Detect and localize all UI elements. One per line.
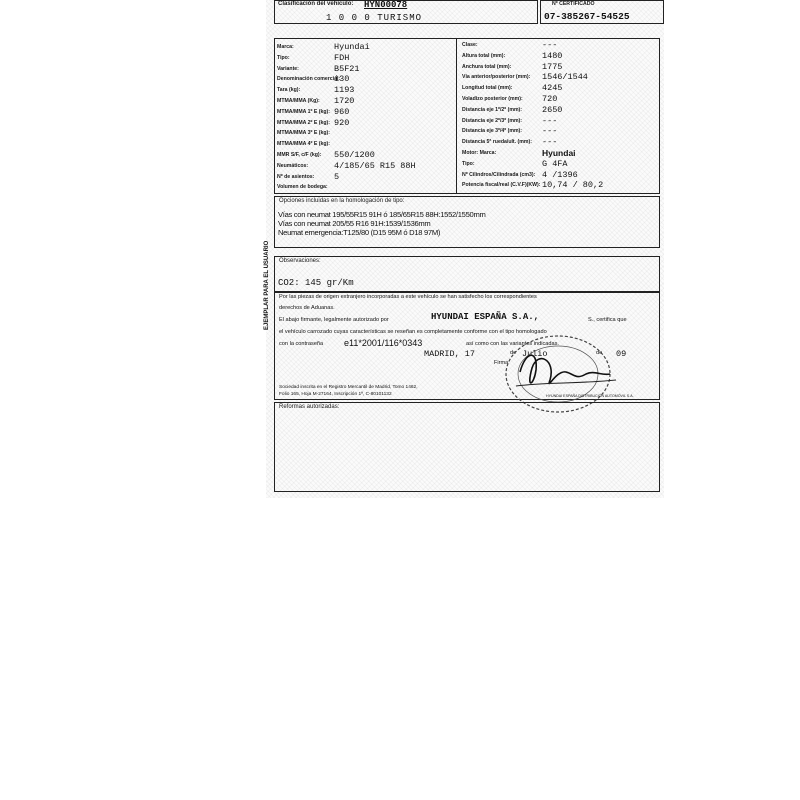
options-line-1: Vías con neumat 195/55R15 91H ó 185/65R15 88H:1552/1550mm <box>278 210 486 219</box>
right_fields-label: Potencia fiscal/real (C.V.F)(KW): <box>462 182 541 189</box>
right_fields-value: 10,74 / 80,2 <box>542 180 604 191</box>
right_fields-label: Distancia eje 2º/3º (mm): <box>462 117 523 124</box>
right_fields-value: Hyundai <box>542 148 576 158</box>
company-name: HYUNDAI ESPAÑA S.A., <box>431 312 540 322</box>
classification-code: HYN00078 <box>364 0 408 10</box>
right_fields-label: Distancia 5ª rueda/ult. (mm): <box>462 139 532 146</box>
right_fields-label: Nº Cilindros/Cilindrada (cm3): <box>462 171 536 178</box>
statement-line-5b: así como con las variantes indicadas. <box>466 341 559 347</box>
classification-value: 1 0 0 0 TURISMO <box>326 13 423 23</box>
options-line-2: Vías con neumat 205/55 R16 91H:1539/1536mm <box>278 219 431 228</box>
reforms-label: Reformas autorizadas: <box>279 404 340 410</box>
stamp-text: HYUNDAI ESPAÑA DISTRIBUCIÓN AUTOMÓVIL S.A. <box>546 394 634 398</box>
right_fields-label: Anchura total (mm): <box>462 63 512 70</box>
left_fields-value: 960 <box>334 106 350 117</box>
observations-value: CO2: 145 gr/Km <box>278 278 354 288</box>
left_fields-value: FDH <box>334 52 350 63</box>
left_fields-value: Hyundai <box>334 42 370 52</box>
right_fields-label: Altura total (mm): <box>462 52 506 59</box>
place-date: MADRID, 17 <box>424 349 476 359</box>
left_fields-label: Tara (kg): <box>277 87 301 94</box>
left_fields-value: 920 <box>334 117 350 128</box>
certificate-number: 07-385267-54525 <box>544 11 630 22</box>
right_fields-label: Distancia eje 3º/4º (mm): <box>462 128 523 135</box>
left_fields-value: 1720 <box>334 96 355 106</box>
right_fields-label: Distancia eje 1º/2º (mm): <box>462 106 523 113</box>
left_fields-value: 550/1200 <box>334 150 375 160</box>
right_fields-value: --- <box>542 126 558 137</box>
options-line-3: Neumat emergencia:T125/80 (D15 95M ó D18 97M) <box>278 228 441 237</box>
left_fields-label: MTMA/MMA 2º E (kg): <box>277 119 330 126</box>
date-year: 09 <box>616 349 627 359</box>
right_fields-label: Vía anterior/posterior (mm): <box>462 74 531 81</box>
left_fields-label: MTMA/MMA 3º E (kg): <box>277 130 330 137</box>
right_fields-value: 4 /1396 <box>542 169 578 180</box>
reforms-box <box>274 402 660 492</box>
classification-label: Clasificación del vehículo: <box>278 1 354 7</box>
right_fields-value: --- <box>542 40 558 50</box>
left_fields-value: 1193 <box>334 85 355 96</box>
right_fields-value: G 4FA <box>542 158 568 169</box>
right_fields-label: Tipo: <box>462 160 475 167</box>
statement-line-4: el vehículo carrozado cuyas características se reseñan es completamente conforme con el tipo homologado <box>279 329 547 335</box>
left_fields-value: 4/185/65 R15 88H <box>334 160 416 171</box>
left_fields-label: Denominación comercial: <box>277 76 341 83</box>
right_fields-label: Voladizo posterior (mm): <box>462 96 523 102</box>
side-copy-text: EJEMPLAR PARA EL USUARIO <box>264 240 270 330</box>
left_fields-label: Variante: <box>277 65 299 72</box>
date-de-2: de <box>596 350 603 356</box>
right_fields-value: --- <box>542 115 558 126</box>
statement-line-5a: con la contraseña <box>279 341 324 347</box>
observations-label: Observaciones: <box>279 258 321 264</box>
right_fields-value: 720 <box>542 94 558 104</box>
left_fields-label: MTMA/MMA 4º E (kg): <box>277 141 330 148</box>
registry-line-2: Folio 165, Hoja M-27164, Inscripción 1ª, C-80101132 <box>279 392 392 397</box>
right_fields-value: 2650 <box>542 104 563 115</box>
left_fields-label: MMR S/F, c/F (kg): <box>277 152 322 158</box>
left_fields-value: B5F21 <box>334 63 360 74</box>
homologation-number: e11*2001/116*0343 <box>344 338 423 348</box>
vehicle-data-box <box>274 38 660 194</box>
right_fields-value: 1775 <box>542 61 563 72</box>
left_fields-label: MTMA/MMA (Kg): <box>277 98 320 104</box>
left_fields-label: MTMA/MMA 1º E (kg): <box>277 108 330 115</box>
right_fields-value: --- <box>542 137 558 148</box>
left_fields-label: Volumen de bodega: <box>277 184 328 191</box>
left_fields-label: Marca: <box>277 44 294 50</box>
right_fields-value: 1546/1544 <box>542 72 588 83</box>
statement-line-3b: S., certifica que <box>588 317 627 323</box>
date-de-1: de <box>510 350 517 356</box>
right_fields-value: 1480 <box>542 50 563 61</box>
left_fields-label: Tipo: <box>277 54 290 61</box>
left_fields-label: Neumáticos: <box>277 162 309 169</box>
statement-line-2: derechos de Aduanas. <box>279 305 335 311</box>
certificate-document <box>266 0 664 498</box>
left_fields-label: Nº de asientos: <box>277 173 315 180</box>
right_fields-label: Longitud total (mm): <box>462 85 513 92</box>
certificate-label: Nº CERTIFICADO <box>552 1 595 7</box>
right_fields-label: Motor: Marca: <box>462 150 497 156</box>
statement-line-1: Por las piezas de origen extranjero incorporadas a este vehículo se han satisfecho los correspondientes <box>279 294 537 300</box>
left_fields-value: i30 <box>334 74 350 85</box>
data-column-divider <box>456 38 457 194</box>
left_fields-value: 5 <box>334 171 340 182</box>
right_fields-label: Clase: <box>462 42 478 48</box>
registry-line-1: Sociedad inscrita en el Registro Mercantil de Madrid, Tomo 1462, <box>279 385 418 390</box>
firma-label: Firma <box>494 360 509 366</box>
date-month: Julio <box>522 349 548 359</box>
statement-line-3a: El abajo firmante, legalmente autorizado por <box>279 317 389 323</box>
options-label: Opciones incluidas en la homologación de tipo: <box>279 198 405 204</box>
right_fields-value: 4245 <box>542 83 563 94</box>
